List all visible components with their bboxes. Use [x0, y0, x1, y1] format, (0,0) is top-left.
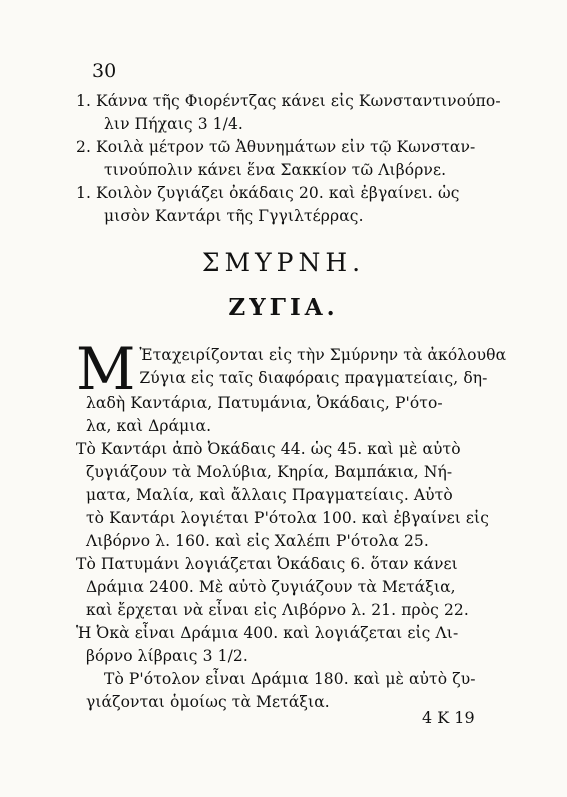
text-line: τινούπολιν κάνει ἕνα Σακκίον τῶ Λιβόρνε. — [104, 161, 447, 179]
text-line: 2. Κοιλὰ μέτρον τῶ Ἀθυνημάτων εἰν τῷ Κωνσταν- — [76, 138, 476, 156]
text-line: λαδὴ Καντάρια, Πατυμάνια, Ὀκάδαις, Ρ'ότο- — [86, 394, 443, 412]
text-line: τὸ Καντάρι λογιέται Ρ'ότολα 100. καὶ ἐβγαίνει εἰς — [86, 509, 490, 527]
text-line: Ἐταχειρίζονται εἰς τὴν Σμύρνην τὰ ἀκόλουθα — [139, 346, 507, 364]
text-line: λα, καὶ Δράμια. — [86, 417, 212, 435]
text-line: 1. Κοιλὸν ζυγιάζει ὀκάδαις 20. καὶ ἐβγαίνει. ὡς — [76, 184, 460, 202]
text-line: βόρνο λίβραις 3 1/2. — [86, 647, 248, 665]
text-line: 1. Κάννα τῆς Φιορέντζας κάνει εἰς Κωνσταντινούπο- — [76, 92, 501, 110]
text-line: ζυγιάζουν τὰ Μολύβια, Κηρία, Βαμπάκια, Νή- — [86, 463, 453, 481]
drop-cap-paragraph — [76, 344, 512, 392]
text-line: Τὸ Καντάρι ἀπὸ Ὀκάδαις 44. ὡς 45. καὶ μὲ αὐτὸ — [76, 440, 461, 458]
text-line: μισὸν Καντάρι τῆς Γγγιλτέρρας. — [104, 207, 364, 225]
text-line: Δράμια 2400. Μὲ αὐτὸ ζυγιάζουν τὰ Μετάξια, — [86, 578, 456, 596]
text-line: καὶ ἔρχεται νὰ εἶναι εἰς Λιβόρνο λ. 21. πρὸς 22. — [86, 601, 469, 619]
top-entries — [76, 90, 512, 228]
section-heading: ΖΥΓΙΑ. — [228, 294, 339, 321]
text-line: Ἡ Ὀκὰ εἶναι Δράμια 400. καὶ λογιάζεται εἰς Λι- — [76, 624, 459, 642]
catchword: 4 Κ 19 — [422, 708, 475, 727]
text-line: Λιβόρνο λ. 160. καὶ εἰς Χαλέπι Ρ'ότολα 25. — [86, 532, 429, 550]
drop-cap: M — [76, 344, 136, 392]
text-line: γιάζονται ὁμοίως τὰ Μετάξια. — [86, 693, 330, 711]
page-number: 30 — [92, 60, 117, 82]
text-line: Τὸ Πατυμάνι λογιάζεται Ὀκάδαις 6. ὅταν κάνει — [76, 555, 458, 573]
body-text — [76, 344, 512, 714]
text-line: λιν Πήχαις 3 1/4. — [104, 115, 243, 133]
text-line: Τὸ Ρ'ότολον εἶναι Δράμια 180. καὶ μὲ αὐτὸ ζυ- — [104, 670, 476, 688]
city-heading: ΣΜΥΡΝΗ. — [201, 248, 366, 277]
text-line: Ζύγια εἰς ταῖς διαφόραις πραγματείαις, δη- — [139, 369, 488, 387]
text-line: ματα, Μαλία, καὶ ἄλλαις Πραγματείαις. Αὐτὸ — [86, 486, 453, 504]
